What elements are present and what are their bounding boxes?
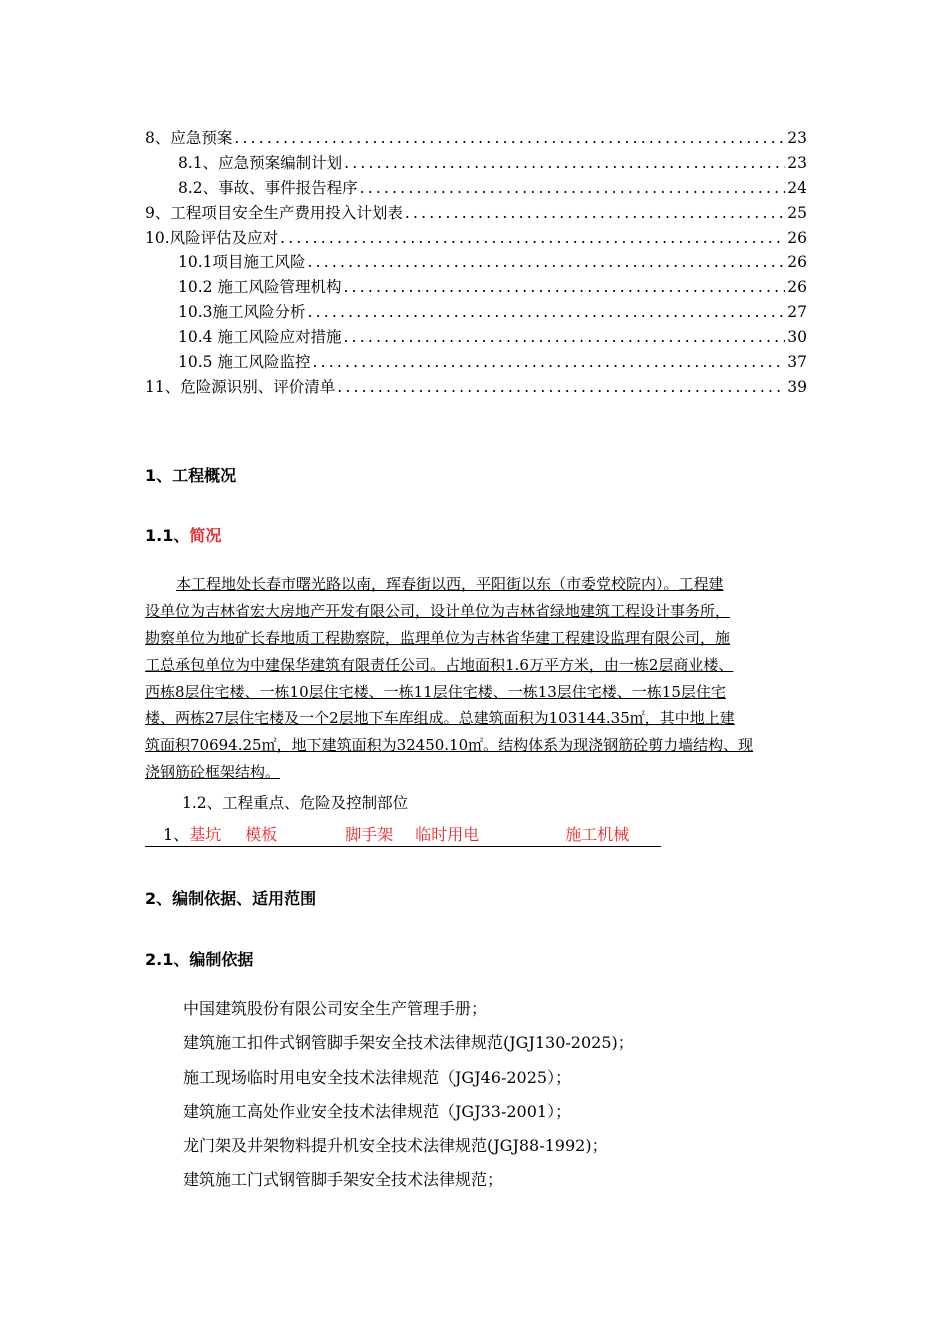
toc-leader xyxy=(308,253,786,271)
basis-item: 建筑施工门式钢管脚手架安全技术法律规范； xyxy=(183,1170,504,1190)
toc-entry[interactable] xyxy=(145,151,807,176)
basis-item: 龙门架及井架物料提升机安全技术法律规范(JGJ88-1992)； xyxy=(183,1136,608,1156)
paragraph-line: 设单位为吉林省宏大房地产开发有限公司，设计单位为吉林省绿地建筑工程设计事务所， xyxy=(145,601,731,620)
section-1-1-heading xyxy=(145,523,221,546)
toc-leader xyxy=(405,204,785,222)
toc-entry-title: 8.2、事故、事件报告程序 xyxy=(178,178,358,197)
toc-leader xyxy=(344,154,785,172)
toc-entry-title: 10.2 施工风险管理机构 xyxy=(178,278,342,297)
toc-entry[interactable] xyxy=(145,275,807,300)
hazard-item: 施工机械 xyxy=(565,825,630,844)
toc-entry-page: 39 xyxy=(787,377,807,396)
toc-entry-page: 26 xyxy=(787,253,807,272)
key-hazard-list xyxy=(145,822,661,847)
section-1-2-heading: 1.2、工程重点、危险及控制部位 xyxy=(182,794,409,812)
section-1-1-title: 简况 xyxy=(189,526,222,545)
toc-entry-page: 27 xyxy=(787,303,807,322)
toc-entry[interactable] xyxy=(145,375,807,400)
toc-entry-title: 10.4 施工风险应对措施 xyxy=(178,328,342,347)
toc-entry-page: 24 xyxy=(787,178,807,197)
section-1-1-number: 1.1、 xyxy=(145,526,190,545)
toc-entry-page: 26 xyxy=(787,278,807,297)
paragraph-line: 浇钢筋砼框架结构。 xyxy=(145,763,281,782)
basis-item: 建筑施工扣件式钢管脚手架安全技术法律规范(JGJ130-2025)； xyxy=(183,1033,634,1053)
toc-leader xyxy=(234,129,785,147)
toc-entry[interactable] xyxy=(145,126,807,151)
toc-entry[interactable] xyxy=(145,226,807,251)
toc-leader xyxy=(308,303,786,321)
toc-entry[interactable] xyxy=(145,250,807,275)
toc-entry-page: 30 xyxy=(787,328,807,347)
basis-item: 施工现场临时用电安全技术法律规范（JGJ46-2025）； xyxy=(183,1067,572,1087)
toc-leader xyxy=(280,229,785,247)
toc-entry-title: 8、应急预案 xyxy=(145,129,233,147)
paragraph-line: 工总承包单位为中建保华建筑有限责任公司。占地面积1.6万平方米，由一栋2层商业楼、 xyxy=(145,655,734,674)
hazard-list-number: 1、 xyxy=(163,825,190,844)
paragraph-line: 本工程地处长春市曙光路以南，珲春街以西，平阳街以东（市委党校院内）。工程建 xyxy=(176,575,724,593)
toc-entry-title: 10.3施工风险分析 xyxy=(178,303,306,322)
paragraph-line: 楼、两栋27层住宅楼及一个2层地下车库组成。总建筑面积为103144.35㎡，其中地上建 xyxy=(145,709,735,728)
toc-entry[interactable] xyxy=(145,350,807,375)
table-of-contents xyxy=(145,126,807,400)
toc-entry-page: 26 xyxy=(787,228,807,247)
hazard-item: 基坑 xyxy=(189,825,222,844)
toc-entry-page: 25 xyxy=(787,203,807,222)
hazard-item: 模板 xyxy=(245,825,278,844)
toc-entry[interactable] xyxy=(145,300,807,325)
project-overview-paragraph xyxy=(145,571,807,786)
toc-leader xyxy=(343,278,785,296)
section-2-heading: 2、编制依据、适用范围 xyxy=(145,889,317,908)
hazard-item: 临时用电 xyxy=(415,825,480,844)
toc-entry-title: 8.1、应急预案编制计划 xyxy=(178,153,343,172)
toc-entry[interactable] xyxy=(145,201,807,226)
toc-entry-title: 11、危险源识别、评价清单 xyxy=(145,377,336,396)
toc-entry[interactable] xyxy=(145,176,807,201)
toc-entry-page: 23 xyxy=(787,129,807,147)
toc-entry-title: 10.1项目施工风险 xyxy=(178,253,306,272)
toc-entry[interactable] xyxy=(145,325,807,350)
basis-item: 建筑施工高处作业安全技术法律规范（JGJ33-2001）； xyxy=(183,1101,572,1121)
toc-leader xyxy=(312,353,785,371)
basis-item: 中国建筑股份有限公司安全生产管理手册； xyxy=(183,999,488,1018)
section-2-1-heading: 2.1、编制依据 xyxy=(145,950,254,969)
paragraph-line: 西栋8层住宅楼、一栋10层住宅楼、一栋11层住宅楼、一栋13层住宅楼、一栋15层住宅 xyxy=(145,682,726,701)
compilation-basis-list xyxy=(183,996,634,1202)
toc-leader xyxy=(343,328,785,346)
hazard-item: 脚手架 xyxy=(345,825,394,844)
toc-entry-title: 10.5 施工风险监控 xyxy=(178,353,311,372)
toc-entry-title: 10.风险评估及应对 xyxy=(145,228,279,247)
paragraph-line: 勘察单位为地矿长春地质工程勘察院，监理单位为吉林省华建工程建设监理有限公司，施 xyxy=(145,628,731,647)
toc-leader xyxy=(360,179,786,197)
paragraph-line: 筑面积70694.25㎡，地下建筑面积为32450.10㎡。结构体系为现浇钢筋砼剪力墙结构、现 xyxy=(145,736,754,755)
toc-entry-page: 37 xyxy=(787,353,807,372)
toc-entry-title: 9、工程项目安全生产费用投入计划表 xyxy=(145,203,403,222)
toc-leader xyxy=(337,378,785,396)
toc-entry-page: 23 xyxy=(787,153,807,172)
section-1-heading: 1、工程概况 xyxy=(145,466,237,485)
